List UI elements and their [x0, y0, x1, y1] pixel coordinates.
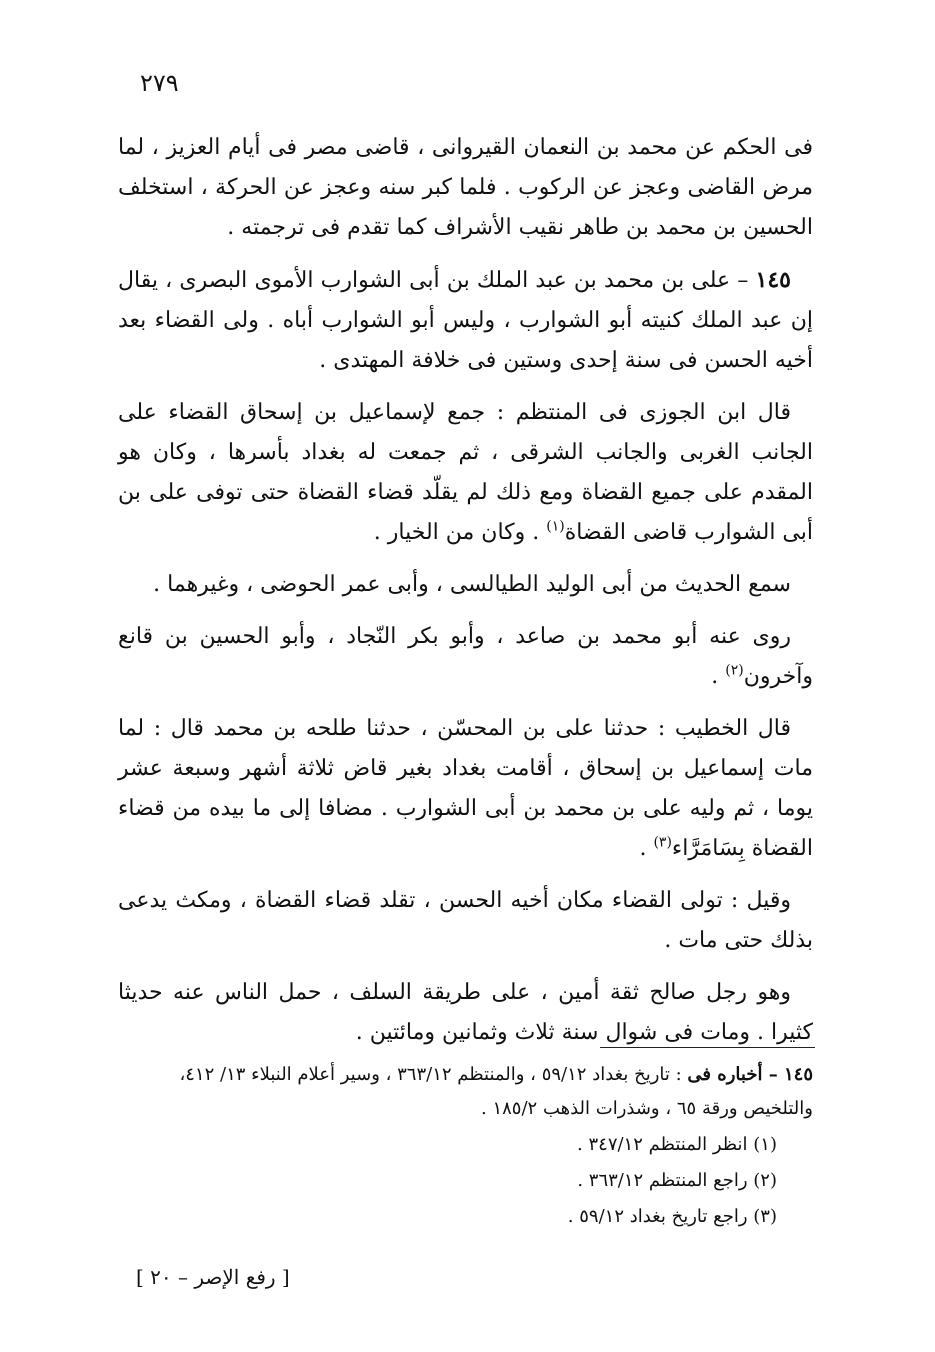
paragraph-tail: . وكان من الخيار . — [373, 520, 547, 545]
paragraph-al-khatib — [118, 709, 813, 869]
footnote-3: (٣) راجع تاريخ بغداد ٥٩/١٢ . — [567, 1206, 777, 1227]
footnote-1: (١) انظر المنتظم ٣٤٧/١٢ . — [577, 1134, 777, 1155]
paragraph-text: قال ابن الجوزى فى المنتظم : جمع لإسماعيل بن إسحاق القضاء على الجانب الغربى والجانب الشرقى ، ثم جمعت له بغداد بأسرها ، وكان هو المقدم على جميع القضاة ومع ذلك لم يقلّد قضاء القضاة حتى توفى على بن أبى الشوارب قاضى القضاة — [118, 400, 813, 545]
paragraph-righteous-man — [118, 973, 813, 1053]
paragraph-continuation — [118, 128, 813, 248]
paragraph-text: وهو رجل صالح ثقة أمين ، على طريقة السلف ، حمل الناس عنه حديثا كثيرا . ومات فى شوال سنة ثلاث وثمانين ومائتين . — [118, 980, 813, 1045]
footnote-sources — [118, 1058, 813, 1126]
paragraph-heard-hadith — [118, 565, 813, 605]
paragraph-text: – على بن محمد بن عبد الملك بن أبى الشوارب الأموى البصرى ، يقال إن عبد الملك كنيته أبو الشوارب ، وليس أبو الشوارب أباه . ولى القضاء بعد أخيه الحسن فى سنة إحدى وستين فى خلافة المهتدى . — [118, 268, 813, 373]
entry-145 — [118, 260, 813, 381]
paragraph-tail: . — [711, 664, 726, 689]
entry-number: ١٤٥ — [755, 267, 791, 293]
paragraph-text: وقيل : تولى القضاء مكان أخيه الحسن ، تقلد قضاء القضاة ، ومكث يدعى بذلك حتى مات . — [118, 888, 813, 953]
footnote-ref-3: (٣) — [653, 834, 672, 851]
footnotes — [118, 1058, 813, 1236]
footnote-2: (٢) راجع المنتظم ٣٦٣/١٢ . — [577, 1170, 777, 1191]
paragraph-text: قال الخطيب : حدثنا على بن المحسّن ، حدثنا طلحه بن محمد قال : لما مات إسماعيل بن إسحاق ، أقامت بغداد بغير قاض ثلاثة أشهر وسبعة عشر يوما ، ثم وليه على بن محمد بن أبى الشوارب . مضافا إلى ما بيده من قضاء القضاة بِسَامَرَّاء — [118, 716, 813, 861]
footnote-sources-label: – أخباره فى — [687, 1064, 784, 1085]
footnote-sources-text: : تاريخ بغداد ٥٩/١٢ ، والمنتظم ٣٦٣/١٢ ، وسير أعلام النبلاء ١٣/ ٤١٢، والتلخيص ورقة ٦٥ ، وشذرات الذهب ١٨٥/٢ . — [179, 1064, 813, 1119]
paragraph-it-was-said — [118, 881, 813, 961]
paragraph-text: سمع الحديث من أبى الوليد الطيالسى ، وأبى عمر الحوضى ، وغيرهما . — [153, 572, 791, 597]
paragraph-text: فى الحكم عن محمد بن النعمان القيروانى ، قاضى مصر فى أيام العزيز ، لما مرض القاضى وعجز عن الركوب . فلما كبر سنه وعجز عن الحركة ، استخلف الحسين بن محمد بن طاهر نقيب الأشراف كما تقدم فى ترجمته . — [118, 135, 813, 240]
paragraph-text: روى عنه أبو محمد بن صاعد ، وأبو بكر النّجاد ، وأبو الحسين بن قانع وآخرون — [118, 624, 813, 689]
paragraph-ibn-al-jawzi — [118, 393, 813, 553]
signature-mark: [ رفع الإصر – ٢٠ ] — [136, 1265, 290, 1289]
paragraph-tail: . — [639, 836, 654, 861]
footnote-ref-1: (١) — [546, 518, 565, 535]
footnote-entry-number: ١٤٥ — [783, 1064, 813, 1085]
page-number: ٢٧٩ — [140, 69, 179, 97]
footnote-divider — [600, 1047, 815, 1048]
paragraph-narrated — [118, 617, 813, 697]
footnote-ref-2: (٢) — [725, 662, 744, 679]
main-text — [118, 128, 813, 1065]
